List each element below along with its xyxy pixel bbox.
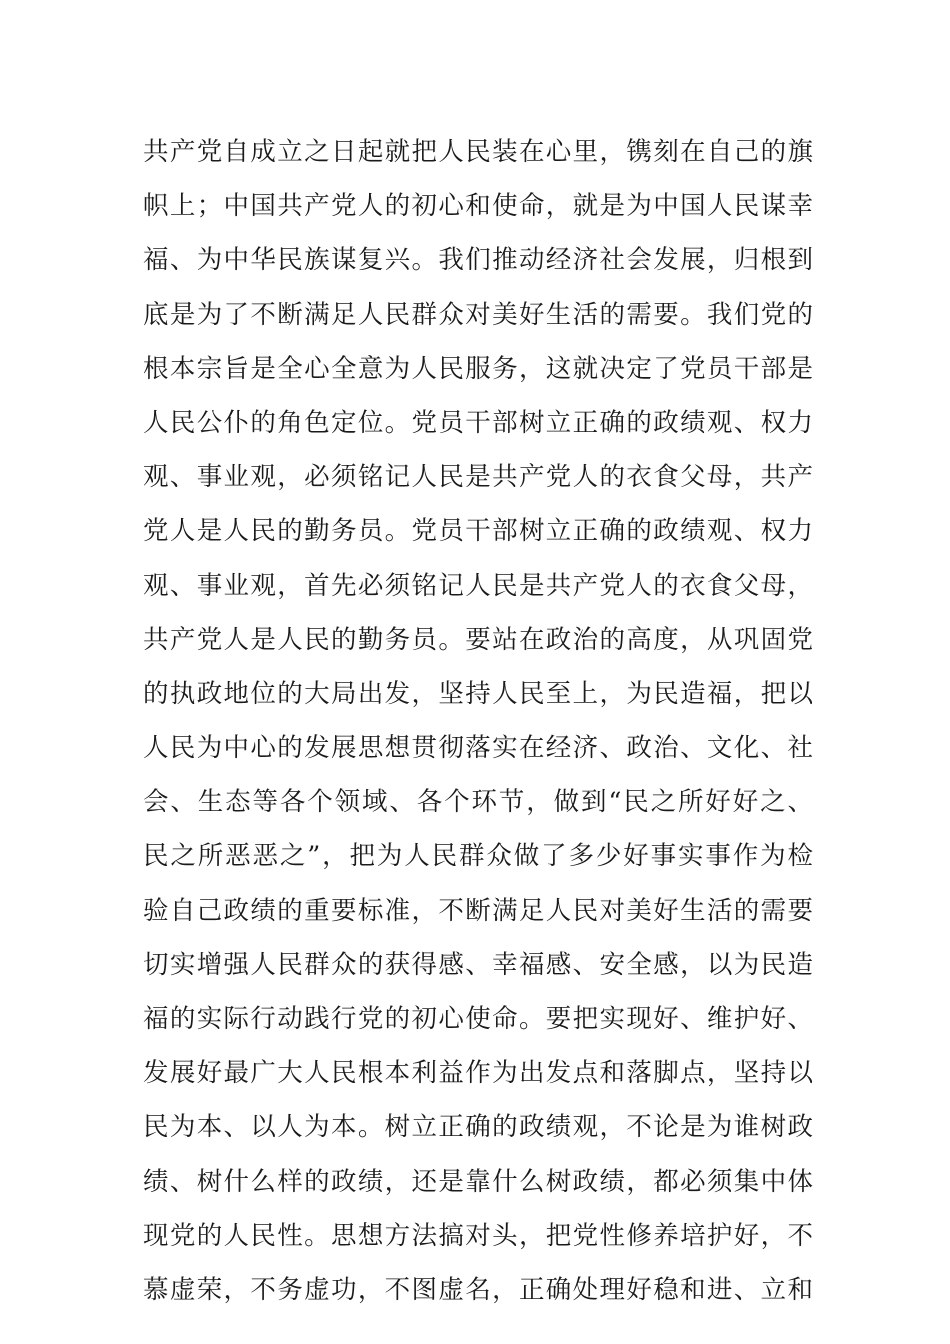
text-line: 底是为了不断满足人民群众对美好生活的需要。我们党的 xyxy=(143,299,813,330)
text-line: 共产党人是人民的勤务员。要站在政治的高度，从巩固党 xyxy=(143,624,813,655)
body-paragraph xyxy=(143,125,813,1317)
text-line: 民为本、以人为本。树立正确的政绩观，不论是为谁树政 xyxy=(143,1112,813,1143)
text-line: 发展好最广大人民根本利益作为出发点和落脚点，坚持以 xyxy=(143,1058,813,1089)
text-line: 党人是人民的勤务员。党员干部树立正确的政绩观、权力 xyxy=(143,516,813,547)
text-line: 的执政地位的大局出发，坚持人民至上，为民造福，把以 xyxy=(143,678,813,709)
text-line: 根本宗旨是全心全意为人民服务，这就决定了党员干部是 xyxy=(143,353,813,384)
text-line: 人民为中心的发展思想贯彻落实在经济、政治、文化、社 xyxy=(143,733,813,764)
text-line: 观、事业观，首先必须铭记人民是共产党人的衣食父母， xyxy=(143,570,813,601)
text-line: 观、事业观，必须铭记人民是共产党人的衣食父母，共产 xyxy=(143,462,813,493)
text-line: 福、为中华民族谋复兴。我们推动经济社会发展，归根到 xyxy=(143,245,813,276)
text-line: 福的实际行动践行党的初心使命。要把实现好、维护好、 xyxy=(143,1004,813,1034)
text-line: 民之所恶恶之”，把为人民群众做了多少好事实事作为检 xyxy=(143,841,813,872)
text-line: 人民公仆的角色定位。党员干部树立正确的政绩观、权力 xyxy=(143,407,813,438)
text-line: 帜上；中国共产党人的初心和使命，就是为中国人民谋幸 xyxy=(143,191,813,222)
text-line: 切实增强人民群众的获得感、幸福感、安全感，以为民造 xyxy=(143,949,813,980)
text-line: 绩、树什么样的政绩，还是靠什么树政绩，都必须集中体 xyxy=(143,1166,813,1197)
text-line: 会、生态等各个领域、各个环节，做到“民之所好好之、 xyxy=(143,787,813,818)
text-line: 共产党自成立之日起就把人民装在心里，镌刻在自己的旗 xyxy=(143,137,813,167)
text-line: 慕虚荣，不务虚功，不图虚名，正确处理好稳和进、立和 xyxy=(143,1274,813,1305)
text-line: 现党的人民性。思想方法搞对头，把党性修养培护好，不 xyxy=(143,1220,813,1251)
text-line: 验自己政绩的重要标准，不断满足人民对美好生活的需要 xyxy=(143,895,813,926)
